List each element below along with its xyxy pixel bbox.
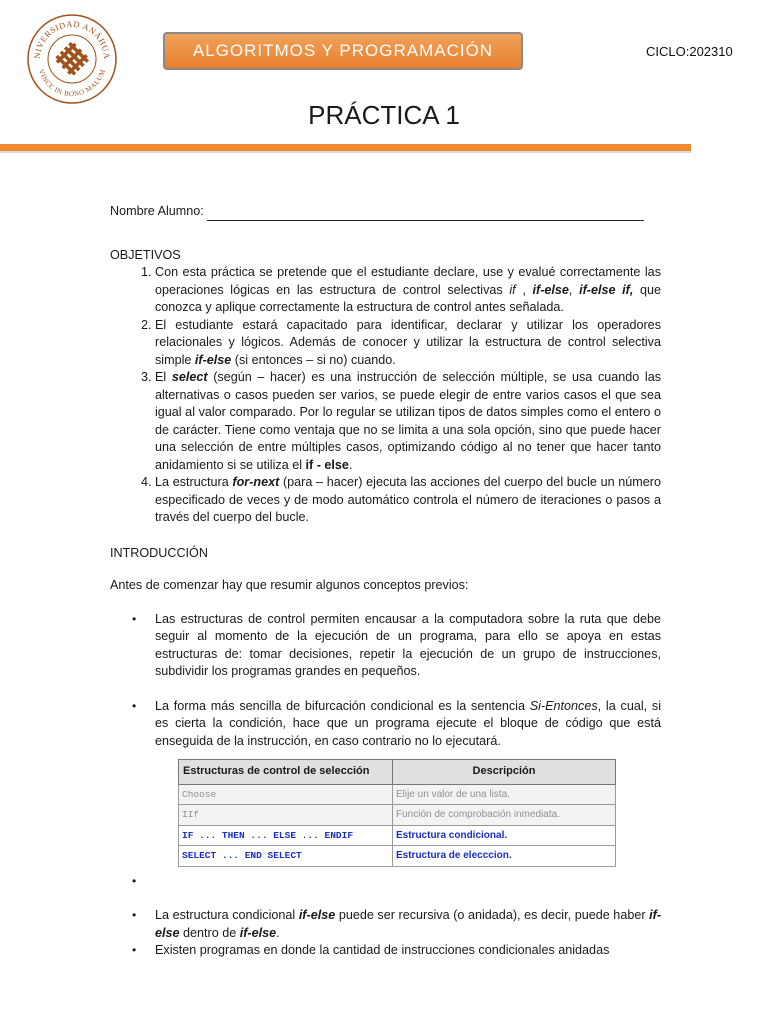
- header-divider-shadow: [0, 151, 691, 153]
- header-divider: [0, 144, 691, 151]
- cycle-label: CICLO:202310: [646, 44, 733, 59]
- table-cell: Función de comprobación inmediata.: [393, 805, 616, 826]
- logo-ring-top: NIVERSIDAD ANÁHUA: [31, 18, 113, 60]
- table-row: [179, 846, 616, 867]
- table-cell: Estructura condicional.: [393, 825, 616, 846]
- list-item: • Las estructuras de control permiten encausar a la computadora sobre la ruta que debe seguir al momento de la ejecución de un programa, para ello se apoya en estas estructuras de: tomar decisiones, repetir la ejecución de un grupo de instrucciones, subdividir los programas grandes en pequeños.: [132, 611, 661, 678]
- logo-ring-bottom: VINCE IN BONO MALUM: [36, 68, 108, 99]
- bullet-icon: •: [132, 908, 137, 922]
- introduction-lead: Antes de comenzar hay que resumir algunos conceptos previos:: [110, 578, 469, 592]
- practice-title: PRÁCTICA 1: [308, 100, 460, 130]
- selection-structures-table: [178, 759, 616, 867]
- table-cell: IIf: [179, 805, 393, 826]
- student-name-label: Nombre Alumno:: [110, 204, 204, 218]
- objective-item: 2. El estudiante estará capacitado para identificar, declarar y utilizar los operadores relacionales y lógicos. Además de conocer y utilizar la estructura de control selectiva simple if-else (si entonces – si no) cuando.: [155, 317, 661, 370]
- student-name-field[interactable]: [207, 207, 644, 221]
- concepts-list: [110, 611, 661, 751]
- objective-item: 3. El select (según – hacer) es una instrucción de selección múltiple, se usa cuando las alternativas o casos pueden ser varios, se puede elegir de entre varios casos el que sea igual al valor comparado. Por lo regular se utilizan tipos de datos simples como el entero o de carácter. Tiene como ventaja que no se limita a una sola opción, sino que puede hacer una selección de entre múltiples casos, optimizando código al no tener que hacer tanto anidamiento si se utiliza el if - else.: [155, 369, 661, 474]
- objectives-list: [110, 264, 661, 527]
- document-body: [110, 203, 661, 960]
- course-title-banner: ALGORITMOS Y PROGRAMACIÓN: [163, 32, 523, 70]
- bullet-icon: •: [132, 873, 137, 888]
- university-logo: [26, 12, 118, 106]
- table-cell: SELECT ... END SELECT: [179, 846, 393, 867]
- objective-item: 4. La estructura for-next (para – hacer) ejecuta las acciones del cuerpo del bucle un número especificado de veces y de modo automático controla el número de iteraciones o pasos a través del cuerpo del bucle.: [155, 474, 661, 527]
- table-row: [179, 805, 616, 826]
- bullet-icon: •: [132, 698, 137, 713]
- list-item: • La forma más sencilla de bifurcación condicional es la sentencia Si-Entonces, la cual, si es cierta la condición, hace que un programa ejecute el bloque de código que está enseguida de la instrucción, en caso contrario no lo ejecutará.: [132, 698, 661, 748]
- table-header: Estructuras de control de selección: [179, 760, 393, 785]
- table-cell: Estructura de elecccion.: [393, 846, 616, 867]
- table-cell: Elije un valor de una lista.: [393, 784, 616, 805]
- bullet-icon: •: [132, 611, 137, 626]
- table-row: [179, 784, 616, 805]
- list-item: [132, 873, 661, 891]
- concepts-list-continued: [110, 873, 661, 960]
- table-row: [179, 825, 616, 846]
- table-header-row: [179, 760, 616, 785]
- objectives-heading: OBJETIVOS: [110, 247, 181, 262]
- list-item: • La estructura condicional if-else puede ser recursiva (o anidada), es decir, puede haber if-else dentro de if-else.: [132, 908, 662, 940]
- introduction-heading: INTRODUCCIÓN: [110, 545, 208, 560]
- student-name-row: [110, 203, 661, 221]
- table-cell: IF ... THEN ... ELSE ... ENDIF: [179, 825, 393, 846]
- objective-item: 1. Con esta práctica se pretende que el estudiante declare, use y evalué correctamente las operaciones lógicas en las estructura de control selectivas if , if-else, if-else if, que conozca y aplique correctamente la estructura de control antes señalada.: [155, 264, 661, 317]
- bullet-icon: •: [132, 943, 137, 957]
- table-cell: Choose: [179, 784, 393, 805]
- list-item: • Existen programas en donde la cantidad de instrucciones condicionales anidadas: [155, 942, 661, 960]
- table-header: Descripción: [393, 760, 616, 785]
